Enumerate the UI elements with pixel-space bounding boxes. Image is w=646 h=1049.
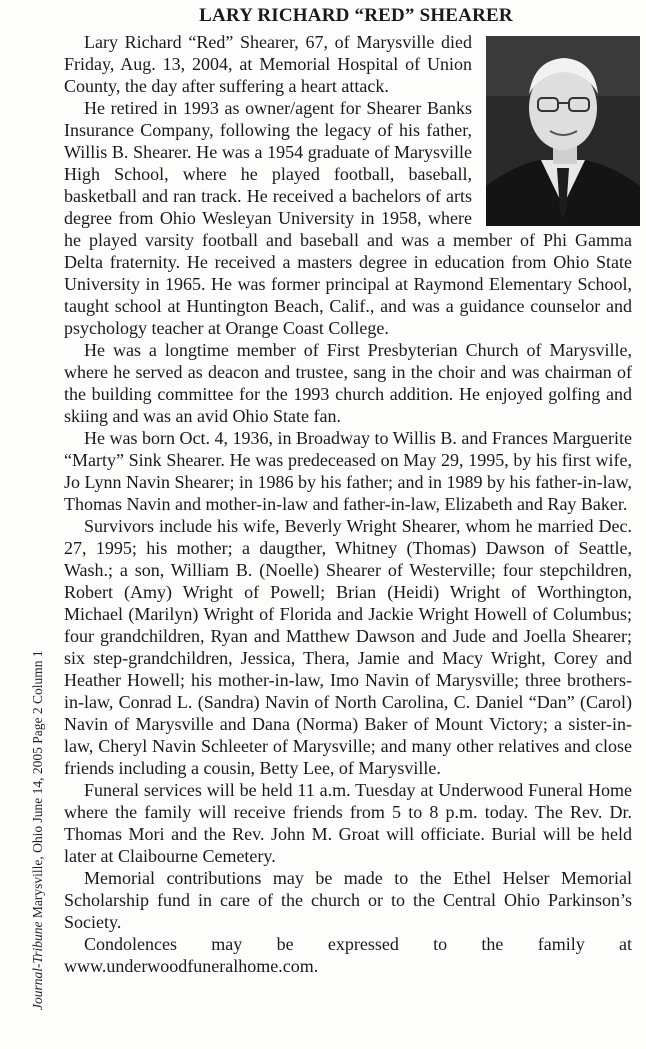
paragraph-church: He was a longtime member of First Presbyterian Church of Marysville, where he served as deacon and trustee, sang in the choir and was chairman of the building committee for the 1993 church addition. He enjoyed golfing and skiing and was an avid Ohio State fan. [64,340,632,426]
publication-name: Journal-Tribune [30,921,45,1010]
paragraph-condolences: Condolences may be expressed to the family at www.underwoodfuneralhome.com. [64,934,632,976]
headline: LARY RICHARD “RED” SHEARER [199,5,513,26]
paragraph-career: He retired in 1993 as owner/agent for Shearer Banks Insurance Company, following the legacy of his father, Willis B. Shearer. He was a 1954 graduate of Marysville High School, where he played football, baseball, basketball and ran track. He received a bachelors of arts degree from Ohio Wesleyan University in 1958, where he played varsity football and baseball and was a member of Phi Gamma Delta fraternity. He received a masters degree in education from Ohio State University in 1965. He was former principal at Raymond Elementary School, taught school at Huntington Beach, Calif., and was a guidance counselor and psychology teacher at Orange Coast College. [64,98,632,338]
paragraph-funeral-services: Funeral services will be held 11 a.m. Tuesday at Underwood Funeral Home where the family will receive friends from 5 to 8 p.m. today. The Rev. Dr. Thomas Mori and the Rev. John M. Groat will officiate. Burial will be held later at Claibourne Cemetery. [64,780,632,866]
paragraph-death-notice: Lary Richard “Red” Shearer, 67, of Marysville died Friday, Aug. 13, 2004, at Memorial Hospital of Union County, the day after suffering a heart attack. [64,32,472,96]
paragraph-survivors: Survivors include his wife, Beverly Wright Shearer, whom he married Dec. 27, 1995; his mother; a daugther, Whitney (Thomas) Dawson of Seattle, Wash.; a son, William B. (Noelle) Shearer of Westerville; four stepchildren, Robert (Amy) Wright of Powell; Brian (Heidi) Wright of Worthington, Michael (Marilyn) Wright of Florida and Jackie Wright Howell of Columbus; four grandchildren, Ryan and Matthew Dawson and Jude and Joella Shearer; six step-grandchildren, Jessica, Thera, Jamie and Macy Wright, Corey and Heather Howell; his mother-in-law, Imo Navin of Marysville; three brothers-in-law, Conrad L. (Sandra) Navin of North Carolina, C. Daniel “Dan” (Carol) Navin of Marysville and Dana (Norma) Baker of Mount Victory; a sister-in-law, Cheryl Navin Schleeter of Marysville; and many other relatives and close friends including a cousin, Betty Lee, of Marysville. [64,516,632,778]
obituary-body [64,31,632,977]
publication-details: Marysville, Ohio June 14, 2005 Page 2 Column 1 [30,650,45,919]
paragraph-memorial-contributions: Memorial contributions may be made to the Ethel Helser Memorial Scholarship fund in care of the church or to the Central Ohio Parkinson’s Society. [64,868,632,932]
side-caption [30,650,46,1010]
paragraph-family-history: He was born Oct. 4, 1936, in Broadway to Willis B. and Frances Marguerite “Marty” Sink Shearer. He was predeceased on May 29, 1995, by his first wife, Jo Lynn Navin Shearer; in 1986 by his father; and in 1989 by his father-in-law, Thomas Navin and mother-in-law and father-in-law, Elizabeth and Ray Baker. [64,428,633,514]
